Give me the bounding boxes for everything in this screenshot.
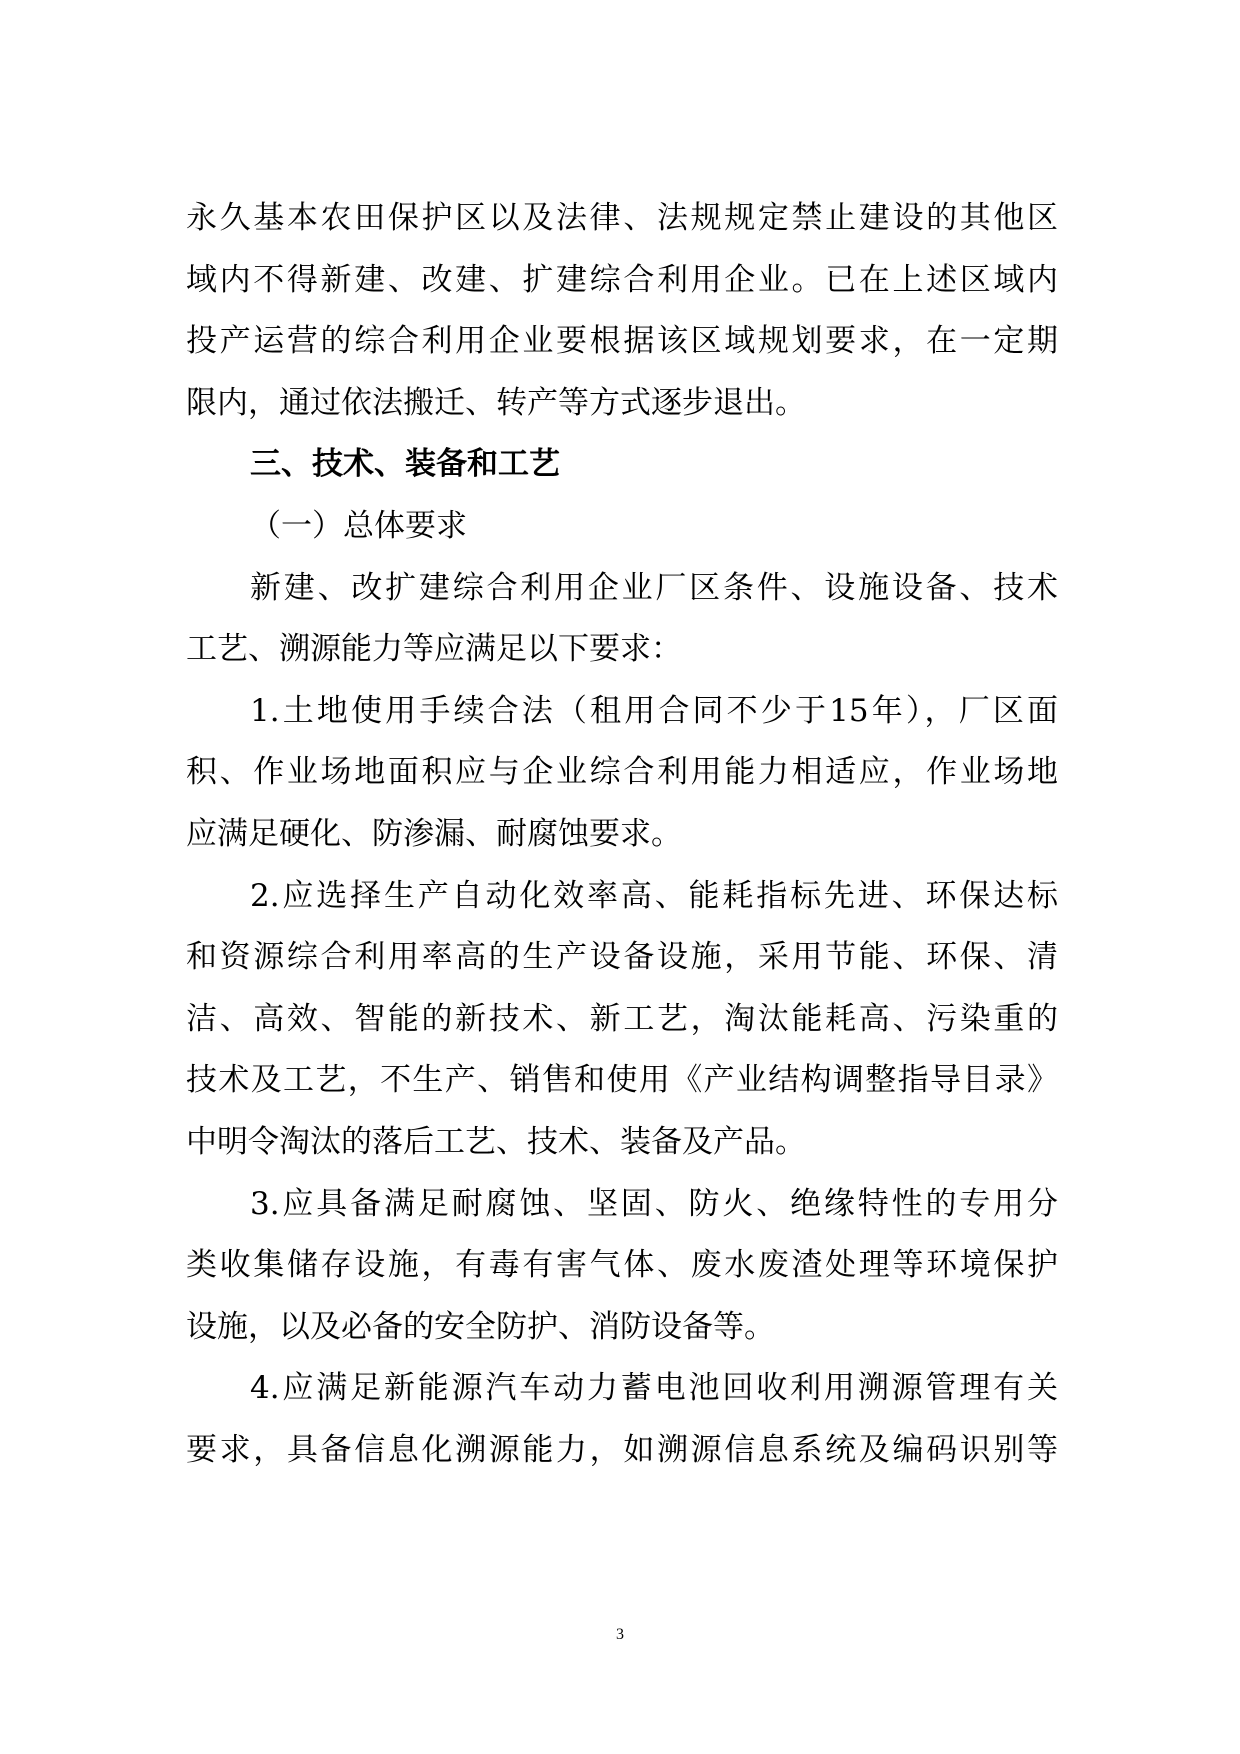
text-line: 类收集储存设施，有毒有害气体、废水废渣处理等环境保护	[186, 1247, 1058, 1284]
text-line: 和资源综合利用率高的生产设备设施，采用节能、环保、清	[186, 939, 1058, 976]
list-item-3: 3.应具备满足耐腐蚀、坚固、防火、绝缘特性的专用分	[250, 1185, 1058, 1222]
text-line: 技术及工艺，不生产、销售和使用《产业结构调整指导目录》	[186, 1062, 1058, 1099]
text-line: 域内不得新建、改建、扩建综合利用企业。已在上述区域内	[186, 261, 1058, 298]
text-line: 投产运营的综合利用企业要根据该区域规划要求，在一定期	[186, 323, 1058, 360]
list-item-2: 2.应选择生产自动化效率高、能耗指标先进、环保达标	[250, 877, 1058, 914]
text-line: 新建、改扩建综合利用企业厂区条件、设施设备、技术	[250, 569, 1058, 606]
text-line: 永久基本农田保护区以及法律、法规规定禁止建设的其他区	[186, 200, 1058, 236]
text-line: 应满足硬化、防渗漏、耐腐蚀要求。	[186, 815, 682, 852]
document-body	[186, 188, 1058, 1481]
list-item-4: 4.应满足新能源汽车动力蓄电池回收利用溯源管理有关	[250, 1370, 1058, 1407]
text-line: 中明令淘汰的落后工艺、技术、装备及产品。	[186, 1123, 806, 1160]
list-item-1: 1.土地使用手续合法（租用合同不少于15年），厂区面	[250, 692, 1058, 729]
text-line: 洁、高效、智能的新技术、新工艺，淘汰能耗高、污染重的	[186, 1000, 1058, 1037]
text-line: 限内，通过依法搬迁、转产等方式逐步退出。	[186, 384, 806, 421]
subsection-heading: （一）总体要求	[250, 507, 467, 544]
text-line: 要求，具备信息化溯源能力，如溯源信息系统及编码识别等	[186, 1431, 1058, 1468]
page-number: 3	[616, 1626, 624, 1643]
text-line: 工艺、溯源能力等应满足以下要求：	[186, 631, 682, 668]
text-line: 积、作业场地面积应与企业综合利用能力相适应，作业场地	[186, 754, 1058, 791]
text-line: 设施，以及必备的安全防护、消防设备等。	[186, 1308, 775, 1345]
section-heading: 三、技术、装备和工艺	[250, 446, 560, 483]
